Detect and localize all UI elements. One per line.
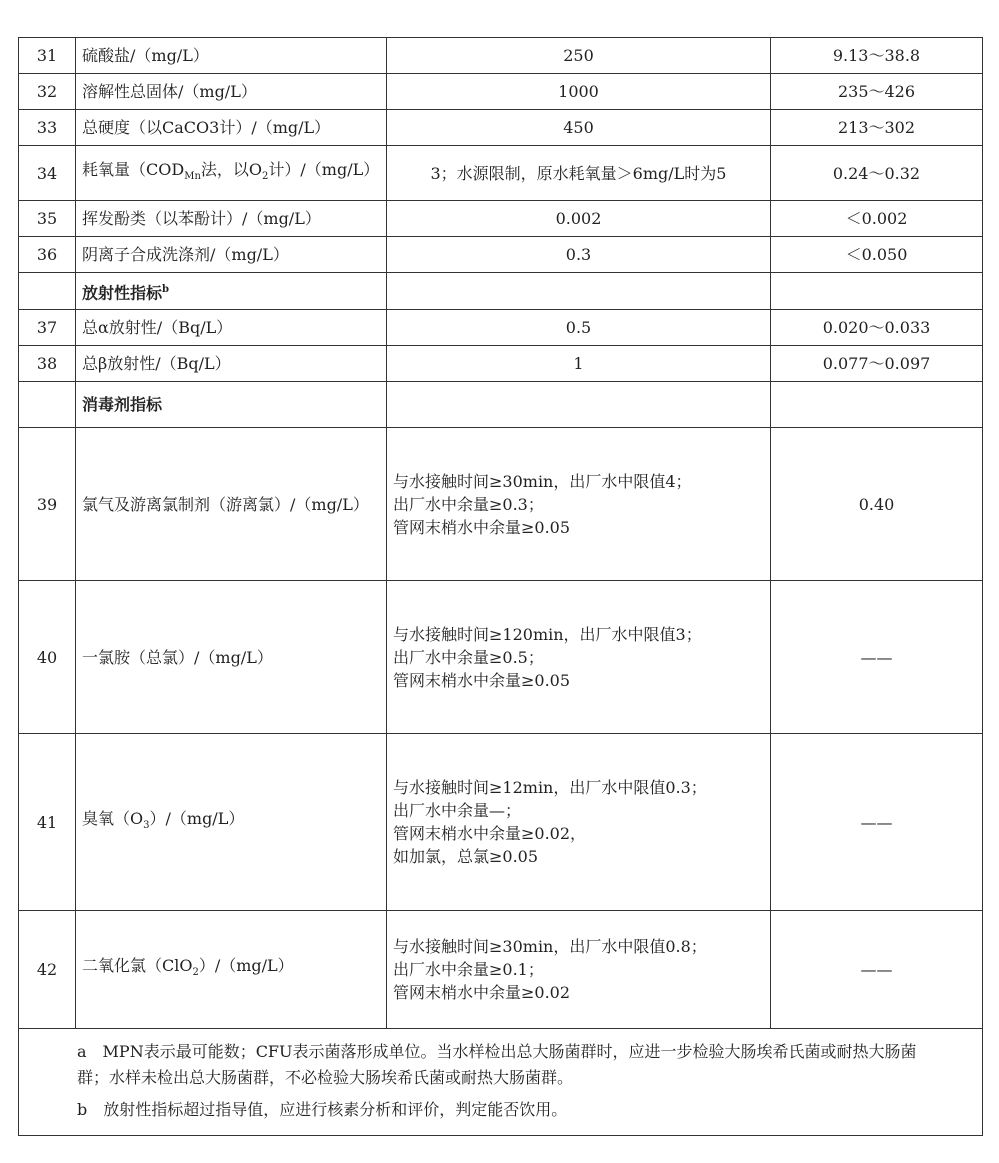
limit-line: 与水接触时间≥120min，出厂水中限值3；: [393, 624, 702, 644]
footnotes: [19, 1029, 983, 1136]
row-number: 33: [19, 110, 76, 146]
measured-range: 213～302: [771, 110, 983, 146]
limit-line: 管网末梢水中余量≥0.02，: [393, 824, 587, 843]
limit-value: 0.002: [387, 201, 771, 237]
limit-value: 450: [387, 110, 771, 146]
indicator-name: 总β放射性/（Bq/L）: [76, 346, 387, 382]
indicator-name: [76, 911, 387, 1029]
limit-line: 出厂水中余量≥0.3；: [393, 494, 544, 514]
name-part: 臭氧（O: [82, 808, 144, 828]
limit-value: [387, 734, 771, 911]
limit-value: 1: [387, 346, 771, 382]
limit-value: [387, 581, 771, 734]
section-title: 消毒剂指标: [76, 382, 387, 428]
measured-range: ——: [771, 911, 983, 1029]
name-part: ）/（mg/L）: [149, 808, 245, 828]
row-number: 38: [19, 346, 76, 382]
limit-line: 出厂水中余量≥0.5；: [393, 647, 544, 667]
row-number: 41: [19, 734, 76, 911]
row-number: 39: [19, 428, 76, 581]
row-number: 32: [19, 74, 76, 110]
footnote-marker: b: [162, 283, 170, 295]
limit-value: [387, 428, 771, 581]
limit-line: 管网末梢水中余量≥0.05: [393, 670, 571, 690]
name-part: 计）/（mg/L）: [268, 159, 380, 179]
row-number: 35: [19, 201, 76, 237]
indicator-name: 总硬度（以CaCO3计）/（mg/L）: [76, 110, 387, 146]
limit-line: 管网末梢水中余量≥0.05: [393, 517, 571, 537]
name-subscript: 2: [192, 967, 199, 979]
row-number: [19, 273, 76, 310]
row-number: [19, 382, 76, 428]
section-title: [76, 273, 387, 310]
limit-value: 3；水源限制，原水耗氧量＞6mg/L时为5: [387, 146, 771, 201]
limit-value: 1000: [387, 74, 771, 110]
indicator-name: [76, 734, 387, 911]
indicator-name: 总α放射性/（Bq/L）: [76, 310, 387, 346]
measured-range: 0.020～0.033: [771, 310, 983, 346]
limit-line: 与水接触时间≥30min，出厂水中限值4；: [393, 471, 692, 491]
table-row: [19, 581, 983, 734]
row-number: 34: [19, 146, 76, 201]
limit-value: 250: [387, 38, 771, 74]
limit-line: 与水接触时间≥12min，出厂水中限值0.3；: [393, 778, 707, 797]
table-row: [19, 110, 983, 146]
limit-line: 如加氯，总氯≥0.05: [393, 847, 539, 866]
section-row: [19, 382, 983, 428]
limit-line: 与水接触时间≥30min，出厂水中限值0.8；: [393, 937, 707, 956]
name-part: ）/（mg/L）: [198, 956, 294, 976]
name-part: 二氧化氯（ClO: [82, 956, 193, 976]
measured-range: 9.13～38.8: [771, 38, 983, 74]
measured-range: ——: [771, 581, 983, 734]
measured-range: 0.24～0.32: [771, 146, 983, 201]
name-subscript: 2: [262, 171, 269, 183]
name-subscript: 3: [143, 820, 150, 832]
table-row: [19, 428, 983, 581]
empty-cell: [387, 382, 771, 428]
row-number: 31: [19, 38, 76, 74]
empty-cell: [387, 273, 771, 310]
name-part: 耗氧量（COD: [82, 159, 185, 179]
section-row: [19, 273, 983, 310]
footnote-row: [19, 1029, 983, 1136]
table-row: [19, 146, 983, 201]
table-row: [19, 734, 983, 911]
empty-cell: [771, 382, 983, 428]
indicator-name: 挥发酚类（以苯酚计）/（mg/L）: [76, 201, 387, 237]
footnote-a: a MPN表示最可能数；CFU表示菌落形成单位。当水样检出总大肠菌群时，应进一步检验大肠埃希氏菌或耐热大肠菌群；水样未检出总大肠菌群，不必检验大肠埃希氏菌或耐热大肠菌群。: [77, 1042, 917, 1087]
limit-value: 0.3: [387, 237, 771, 273]
measured-range: ＜0.050: [771, 237, 983, 273]
measured-range: ——: [771, 734, 983, 911]
indicator-name: [76, 146, 387, 201]
indicator-name: 氯气及游离氯制剂（游离氯）/（mg/L）: [76, 428, 387, 581]
indicator-name: 硫酸盐/（mg/L）: [76, 38, 387, 74]
indicator-name: 阴离子合成洗涤剂/（mg/L）: [76, 237, 387, 273]
measured-range: ＜0.002: [771, 201, 983, 237]
water-quality-table: [18, 37, 983, 1136]
table-row: [19, 911, 983, 1029]
limit-line: 管网末梢水中余量≥0.02: [393, 983, 571, 1002]
row-number: 37: [19, 310, 76, 346]
table-row: [19, 237, 983, 273]
table-row: [19, 38, 983, 74]
empty-cell: [771, 273, 983, 310]
row-number: 36: [19, 237, 76, 273]
limit-value: [387, 911, 771, 1029]
table-row: [19, 310, 983, 346]
section-label: 放射性指标: [82, 283, 163, 303]
table-row: [19, 346, 983, 382]
row-number: 42: [19, 911, 76, 1029]
measured-range: 0.40: [771, 428, 983, 581]
indicator-name: 一氯胺（总氯）/（mg/L）: [76, 581, 387, 734]
indicator-name: 溶解性总固体/（mg/L）: [76, 74, 387, 110]
measured-range: 235～426: [771, 74, 983, 110]
measured-range: 0.077～0.097: [771, 346, 983, 382]
limit-line: 出厂水中余量—；: [393, 801, 522, 820]
name-subscript: Mn: [184, 171, 201, 183]
table-row: [19, 201, 983, 237]
name-part: 法，以O: [200, 159, 263, 179]
limit-value: 0.5: [387, 310, 771, 346]
standards-table-container: [18, 37, 982, 1136]
row-number: 40: [19, 581, 76, 734]
table-row: [19, 74, 983, 110]
limit-line: 出厂水中余量≥0.1；: [393, 960, 544, 979]
footnote-b: b 放射性指标超过指导值，应进行核素分析和评价，判定能否饮用。: [77, 1100, 568, 1119]
